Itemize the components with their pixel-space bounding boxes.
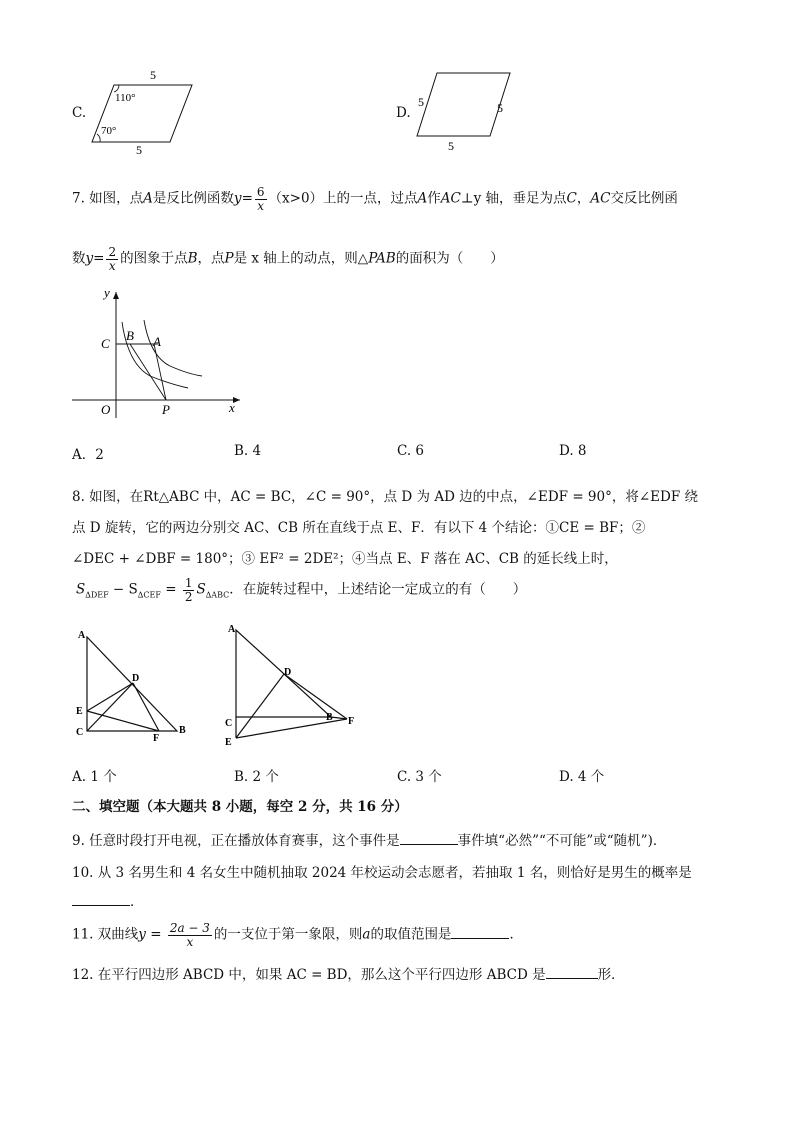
q7-option-c[interactable]: C. 6 <box>397 443 425 459</box>
svg-text:O: O <box>101 402 111 417</box>
q8-option-d[interactable]: D. 4 个 <box>559 769 605 785</box>
svg-text:E: E <box>225 737 232 748</box>
side-label: 5 <box>136 143 142 154</box>
q7-option-b[interactable]: B. 4 <box>234 443 262 459</box>
option-c-label: C. <box>72 105 87 121</box>
angle-label: 110° <box>115 92 136 104</box>
svg-text:A: A <box>228 624 236 635</box>
svg-text:C: C <box>101 336 110 351</box>
q8-option-c[interactable]: C. 3 个 <box>397 769 442 785</box>
question-10: 10. 从 3 名男生和 4 名女生中随机抽取 2024 年校运动会志愿者，若抽取 1 名，则恰好是男生的概率是 <box>72 865 692 881</box>
question-12: 12. 在平行四边形 ABCD 中，如果 AC = BD，那么这个平行四边形 ABCD 是 形． <box>72 967 625 983</box>
section-heading: 二、填空题（本大题共 8 小题，每空 2 分，共 16 分） <box>72 799 408 815</box>
side-label: 5 <box>418 95 424 109</box>
svg-text:D: D <box>284 667 292 678</box>
q7-option-a[interactable]: A．2 <box>72 447 104 463</box>
side-label: 5 <box>448 139 454 153</box>
q8-figure-2 <box>224 620 364 750</box>
answer-blank[interactable] <box>400 832 458 845</box>
svg-text:C: C <box>225 718 233 729</box>
svg-text:A: A <box>78 630 86 641</box>
q8-option-b[interactable]: B. 2 个 <box>234 769 279 785</box>
question-7-line1: 7. 如图，点A是反比例函数y= $\frac{6}{x}$ （x>0）上的一点，过点A作AC⊥y 轴，垂足为点C，AC交反比例函 <box>72 185 678 213</box>
svg-text:D: D <box>132 673 140 684</box>
svg-text:C: C <box>76 727 84 738</box>
answer-blank[interactable] <box>451 926 509 939</box>
question-8-line1: 8. 如图，在Rt△ABC 中，AC = BC，∠C = 90°，点 D 为 AD 边的中点，∠EDF = 90°，将∠EDF 绕 <box>72 489 699 505</box>
question-11: 11. 双曲线y = $\frac{2a - 3}{x}$ 的一支位于第一象限，则a的取值范围是 ． <box>72 921 523 949</box>
svg-text:P: P <box>162 402 170 417</box>
q8-option-a[interactable]: A. 1 个 <box>72 769 117 785</box>
svg-text:F: F <box>153 733 160 743</box>
svg-text:B: B <box>179 725 186 736</box>
side-label: 5 <box>497 101 503 115</box>
svg-text:y: y <box>104 285 110 300</box>
side-label: 5 <box>150 68 156 82</box>
svg-text:E: E <box>76 706 83 717</box>
answer-blank[interactable] <box>72 893 130 906</box>
angle-label: 70° <box>101 125 117 137</box>
parallelogram-c-figure <box>86 64 206 154</box>
svg-text:F: F <box>348 716 355 727</box>
q7-graph-figure <box>70 284 250 422</box>
q8-figure-1 <box>70 628 200 743</box>
option-d-label: D. <box>396 105 411 121</box>
svg-text:x: x <box>229 400 235 415</box>
q7-option-d[interactable]: D. 8 <box>559 443 587 459</box>
question-8-line4: $S_{\Delta DEF} - S_{\Delta CEF}$ = $\frac{1}{2}$ $S_{\Delta ABC}$．在旋转过程中，上述结论一定成立的有（ ） <box>76 576 527 604</box>
answer-blank[interactable] <box>546 966 598 979</box>
svg-text:B: B <box>126 328 134 343</box>
svg-text:B: B <box>326 712 333 723</box>
question-9: 9. 任意时段打开电视，正在播放体育赛事，这个事件是 事件填“必然”“不可能”或“随机”)． <box>72 833 667 849</box>
question-7-line2: 数y= $\frac{2}{x}$ 的图象于点B，点P是 x 轴上的动点，则△PAB的面积为（ ） <box>72 245 504 273</box>
question-8-line3: ∠DEC + ∠DBF = 180°；③ EF² = 2DE²；④当点 E、F 落在 AC、CB 的延长线上时， <box>72 551 618 567</box>
question-8-line2: 点 D 旋转，它的两边分别交 AC、CB 所在直线于点 E、F．有以下 4 个结论：①CE = BF；② <box>72 520 646 536</box>
question-10-answer: ． <box>72 890 144 910</box>
rhombus-d-figure <box>410 64 520 154</box>
svg-text:A: A <box>153 334 161 349</box>
